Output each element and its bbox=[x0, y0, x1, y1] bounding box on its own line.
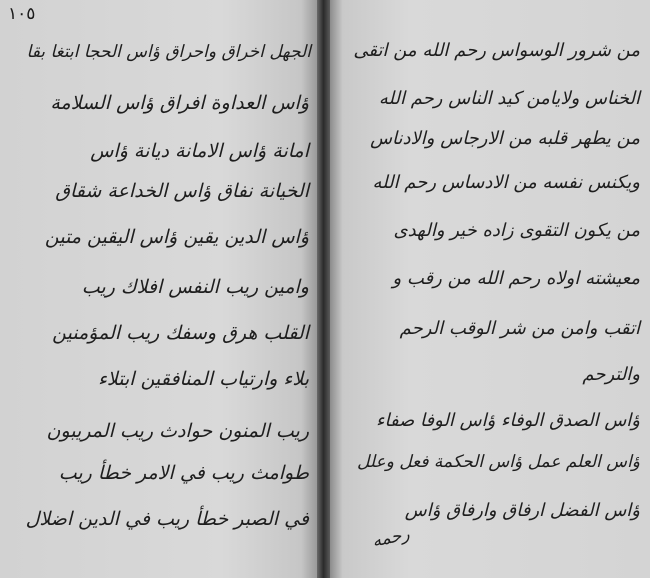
left-line: ريب المنون حوادث ريب المريبون bbox=[46, 420, 309, 442]
left-line: في الصبر خطأ ريب في الدين اضلال bbox=[25, 508, 309, 530]
right-line: من شرور الوسواس رحم الله من اتقى bbox=[353, 40, 640, 61]
left-line: طوامث ريب في الامر خطأ ريب bbox=[58, 462, 309, 484]
right-line: من يكون التقوى زاده خير والهدى bbox=[393, 220, 640, 241]
right-line: الخناس ولايامن كيد الناس رحم الله bbox=[378, 88, 640, 109]
catchword: رحمه bbox=[370, 524, 412, 552]
right-page-text bbox=[330, 0, 650, 578]
right-line: اتقب وامن من شر الوقب الرحم bbox=[399, 318, 640, 339]
right-line: ويكنس نفسه من الادساس رحم الله bbox=[372, 172, 640, 193]
right-line: ؤاس الفضل ارفاق وارفاق ؤاس bbox=[404, 500, 640, 521]
left-line: وامين ريب النفس افلاك ريب bbox=[81, 276, 309, 298]
right-line: ؤاس الصدق الوفاء ؤاس الوفا صفاء bbox=[376, 410, 640, 431]
left-line: القلب هرق وسفك ريب المؤمنين bbox=[52, 322, 309, 344]
left-line: الجهل اخراق واحراق ؤاس الحجا ابتغا بقا bbox=[26, 42, 311, 62]
right-page bbox=[330, 0, 650, 578]
left-line: بلاء وارتياب المنافقين ابتلاء bbox=[97, 368, 309, 390]
left-page-text bbox=[0, 0, 317, 578]
binding-gutter bbox=[317, 0, 330, 578]
left-line: امانة ؤاس الامانة ديانة ؤاس bbox=[90, 140, 309, 162]
left-line: ؤاس الدين يقين ؤاس اليقين متين bbox=[44, 226, 309, 248]
right-line: والترحم bbox=[582, 364, 640, 385]
right-line: ؤاس العلم عمل ؤاس الحكمة فعل وعلل bbox=[357, 452, 640, 472]
right-line: معيشته اولاه رحم الله من رقب و bbox=[392, 268, 640, 289]
left-line: ؤاس العداوة افراق ؤاس السلامة bbox=[50, 92, 309, 114]
right-line: من يطهر قلبه من الارجاس والادناس bbox=[370, 128, 640, 149]
left-page bbox=[0, 0, 317, 578]
left-line: الخيانة نفاق ؤاس الخداعة شقاق bbox=[55, 180, 309, 202]
page-number: ١٠٥ bbox=[8, 4, 36, 24]
